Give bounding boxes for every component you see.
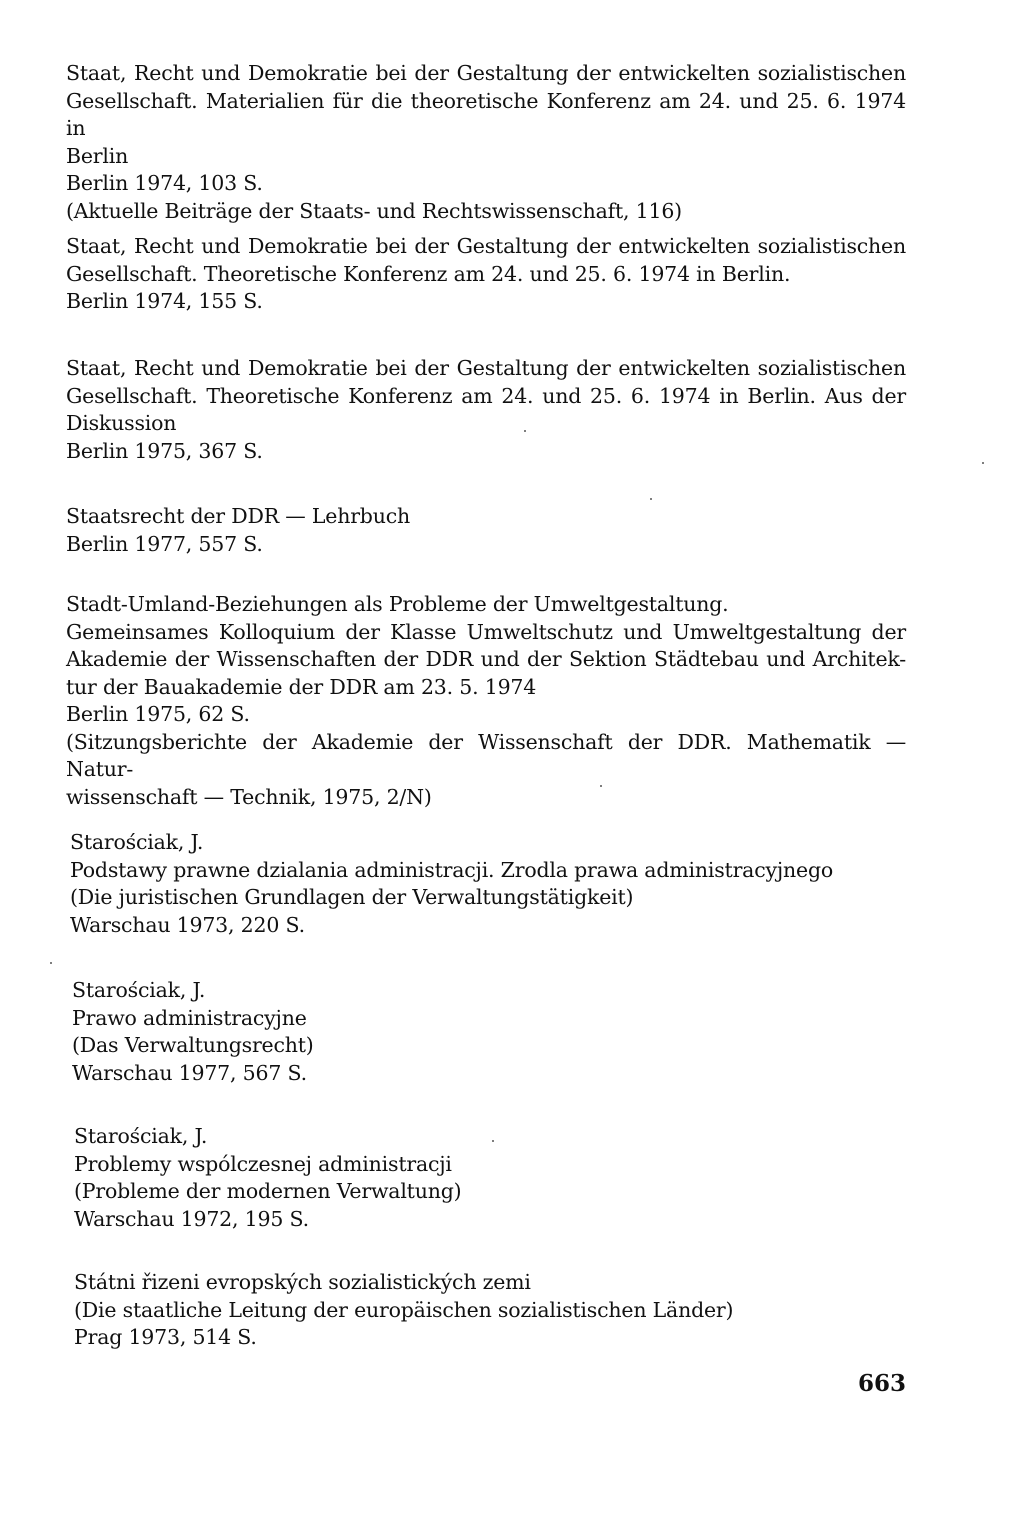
bibliography-entry bbox=[66, 591, 906, 811]
entry-line: Staat, Recht und Demokratie bei der Gestaltung der entwickelten sozialistischen bbox=[66, 356, 906, 380]
entry-line: (Das Verwaltungsrecht) bbox=[72, 1033, 314, 1057]
entry-line: (Probleme der modernen Verwaltung) bbox=[74, 1179, 462, 1203]
bibliography-entry bbox=[66, 355, 906, 465]
bibliography-entry bbox=[66, 60, 906, 225]
entry-line: Diskussion bbox=[66, 411, 177, 435]
page-number: 663 bbox=[858, 1370, 907, 1397]
entry-line: Warschau 1972, 195 S. bbox=[74, 1206, 309, 1231]
entry-line: Berlin 1974, 103 S. bbox=[66, 171, 263, 195]
entry-line: Státni řizeni evropských sozialistických zemi bbox=[74, 1270, 531, 1294]
scan-speck bbox=[600, 785, 602, 787]
entry-line: Staat, Recht und Demokratie bei der Gestaltung der entwickelten sozialistischen bbox=[66, 234, 906, 258]
entry-line: Gemeinsames Kolloquium der Klasse Umweltschutz und Umweltgestaltung der bbox=[66, 619, 906, 644]
entry-line: Prag 1973, 514 S. bbox=[74, 1325, 257, 1349]
entry-line: Problemy wspólczesnej administracji bbox=[74, 1151, 452, 1176]
entry-line: Gesellschaft. Materialien für die theoretische Konferenz am 24. und 25. 6. 1974 in bbox=[66, 88, 906, 140]
entry-line: Berlin 1974, 155 S. bbox=[66, 289, 263, 313]
entry-line: Gesellschaft. Theoretische Konferenz am 24. und 25. 6. 1974 in Berlin. bbox=[66, 261, 791, 286]
bibliography-entry bbox=[66, 233, 906, 316]
entry-line: Staat, Recht und Demokratie bei der Gestaltung der entwickelten sozialistischen bbox=[66, 61, 906, 85]
scan-speck bbox=[492, 1140, 494, 1142]
entry-line: Starościak, J. bbox=[70, 830, 204, 854]
bibliography-entry bbox=[74, 1269, 914, 1352]
entry-line: (Die juristischen Grundlagen der Verwaltungstätigkeit) bbox=[70, 885, 634, 909]
entry-line: Stadt-Umland-Beziehungen als Probleme der Umweltgestaltung. bbox=[66, 592, 729, 616]
entry-line: Starościak, J. bbox=[74, 1124, 208, 1148]
entry-line: Warschau 1977, 567 S. bbox=[72, 1060, 307, 1085]
entry-line: (Die staatliche Leitung der europäischen sozialistischen Länder) bbox=[74, 1297, 734, 1322]
entry-line: Staatsrecht der DDR — Lehrbuch bbox=[66, 504, 411, 528]
bibliography-entry bbox=[72, 977, 912, 1087]
entry-line: Warschau 1973, 220 S. bbox=[70, 912, 305, 937]
entry-line: Prawo administracyjne bbox=[72, 1005, 307, 1030]
entry-line: Berlin 1975, 367 S. bbox=[66, 438, 263, 463]
entry-line: Podstawy prawne dzialania administracji. Zrodla prawa administracyjnego bbox=[70, 857, 834, 882]
entry-line: Gesellschaft. Theoretische Konferenz am 24. und 25. 6. 1974 in Berlin. Aus der bbox=[66, 383, 906, 408]
entry-line: Berlin bbox=[66, 143, 129, 168]
entry-line: Akademie der Wissenschaften der DDR und der Sektion Städtebau und Architek- bbox=[66, 647, 906, 671]
scan-speck bbox=[50, 962, 52, 964]
entry-line: (Sitzungsberichte der Akademie der Wissenschaft der DDR. Mathematik — Natur- bbox=[66, 729, 906, 781]
entry-line: Berlin 1975, 62 S. bbox=[66, 702, 250, 726]
bibliography-entry bbox=[70, 829, 910, 939]
scan-speck bbox=[650, 498, 652, 500]
entry-line: tur der Bauakademie der DDR am 23. 5. 1974 bbox=[66, 674, 537, 699]
bibliography-entry bbox=[74, 1123, 914, 1233]
entry-line: Starościak, J. bbox=[72, 978, 206, 1002]
entry-line: (Aktuelle Beiträge der Staats- und Rechtswissenschaft, 116) bbox=[66, 198, 682, 223]
scan-speck bbox=[524, 430, 526, 432]
bibliography-entry bbox=[66, 503, 906, 558]
scan-speck bbox=[982, 462, 984, 464]
entry-line: wissenschaft — Technik, 1975, 2/N) bbox=[66, 784, 432, 809]
entry-line: Berlin 1977, 557 S. bbox=[66, 531, 263, 556]
